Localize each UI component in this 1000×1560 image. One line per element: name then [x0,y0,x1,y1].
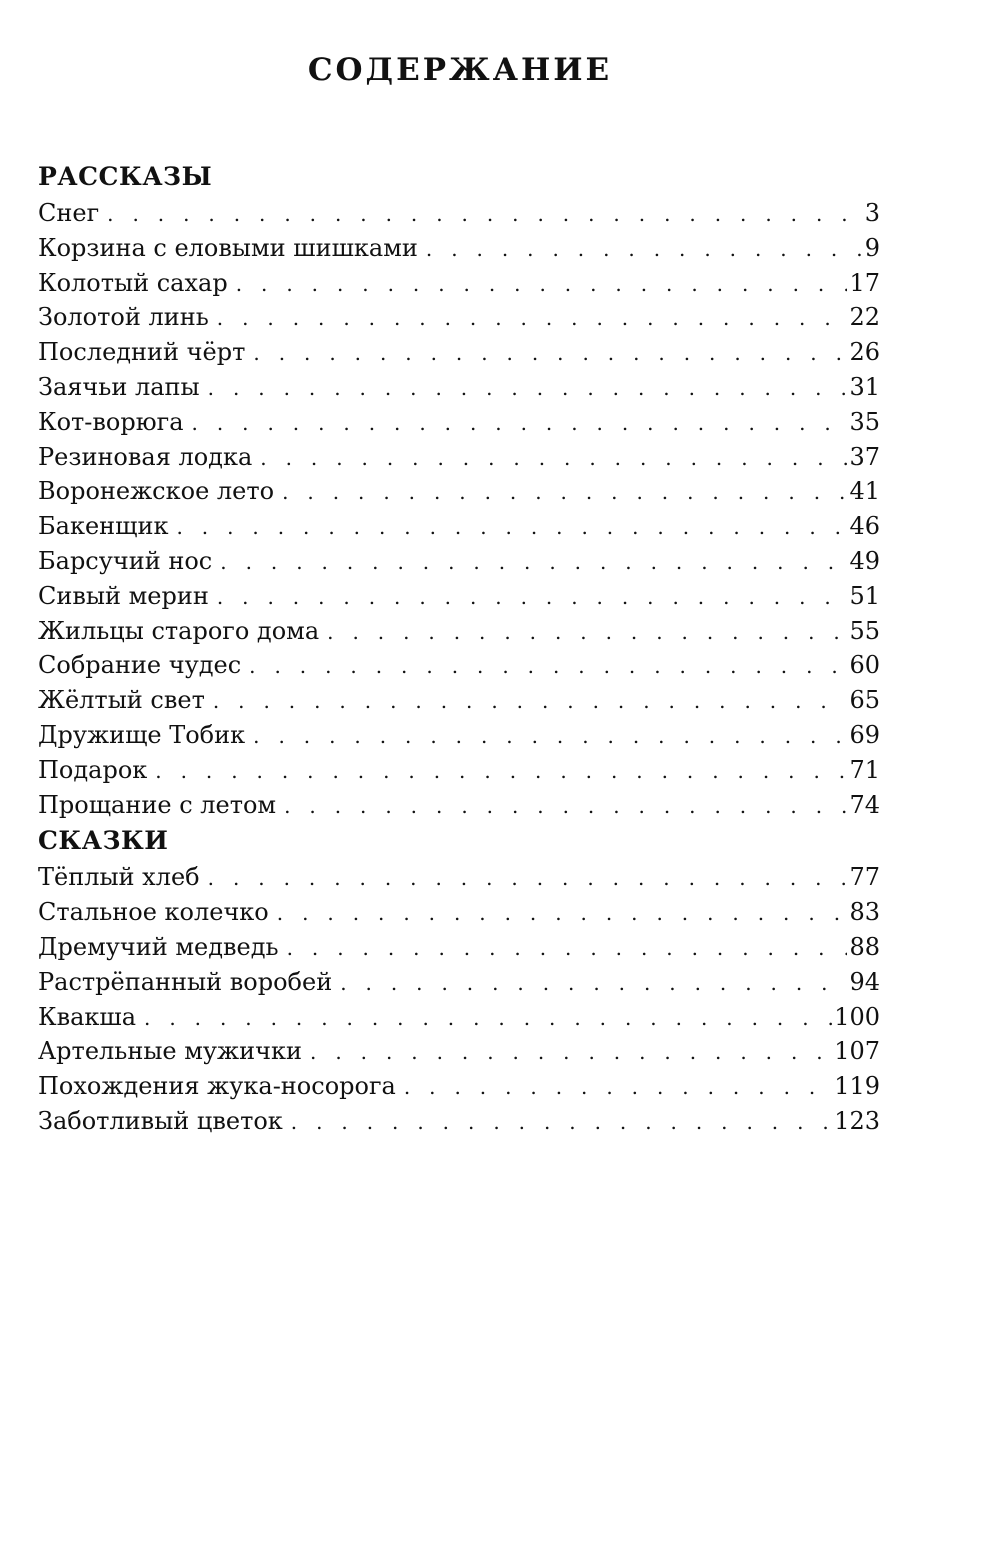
toc-entry-title: Воронежское лето [38,477,275,506]
dot-leader [107,197,863,232]
toc-entry-page: 83 [849,898,880,927]
toc-entry-title: Дремучий медведь [38,932,279,961]
toc-entry-title: Жёлтый свет [38,686,205,715]
toc-entry-title: Прощание с летом [38,790,277,819]
toc-entry-page: 9 [864,233,880,262]
toc-entry-title: Корзина с еловыми шишками [38,233,418,262]
dot-leader [287,931,848,966]
dot-leader [282,475,847,510]
toc-entry-page: 69 [849,720,880,749]
toc-entry [38,614,880,649]
dot-leader [220,545,847,580]
toc-entry-page: 94 [849,967,880,996]
toc-entry-title: Сивый мерин [38,581,209,610]
section-heading: РАССКАЗЫ [38,162,213,191]
toc-entry [38,474,880,509]
dot-leader [340,966,847,1001]
toc-entry [38,196,880,231]
toc-entry-title: Последний чёрт [38,338,246,367]
dot-leader [253,719,847,754]
toc-entry-title: Тёплый хлеб [38,863,200,892]
dot-leader [253,336,847,371]
dot-leader [310,1035,832,1070]
toc-entry-page: 31 [849,372,880,401]
toc-entry-title: Кот-ворюга [38,407,184,436]
table-of-contents [38,158,880,1139]
toc-entry-page: 71 [849,755,880,784]
toc-entry-page: 22 [849,303,880,332]
toc-entry-title: Похождения жука-носорога [38,1072,396,1101]
toc-entry-title: Снег [38,199,100,227]
toc-entry [38,300,880,335]
dot-leader [284,789,847,824]
toc-entry-page: 119 [834,1072,880,1101]
dot-leader [144,1001,832,1036]
toc-entry [38,370,880,405]
toc-entry-page: 60 [849,651,880,680]
toc-entry [38,1104,880,1139]
toc-entry-page: 51 [849,581,880,610]
toc-entry-page: 123 [834,1106,880,1135]
toc-entry-title: Резиновая лодка [38,442,253,471]
toc-entry [38,1000,880,1035]
toc-entry-title: Собрание чудес [38,651,242,680]
toc-entry-page: 26 [849,338,880,367]
toc-entry [38,1034,880,1069]
toc-entry-page: 37 [849,442,880,471]
dot-leader [208,861,848,896]
toc-entry-page: 65 [849,686,880,715]
dot-leader [192,406,848,441]
dot-leader [291,1105,832,1140]
dot-leader [260,441,847,476]
dot-leader [208,371,848,406]
toc-entry-page: 17 [849,268,880,297]
toc-entry-page: 46 [849,512,880,541]
toc-entry [38,718,880,753]
toc-entry [38,544,880,579]
toc-entry [38,440,880,475]
dot-leader [217,580,848,615]
dot-leader [426,232,863,267]
toc-entry-page: 3 [864,199,880,227]
toc-entry-title: Золотой линь [38,303,209,332]
dot-leader [176,510,847,545]
toc-entry-page: 74 [849,790,880,819]
toc-entry [38,335,880,370]
section-heading: СКАЗКИ [38,826,169,856]
toc-entry-title: Бакенщик [38,512,169,541]
toc-entry [38,405,880,440]
toc-entry [38,860,880,895]
page-title: СОДЕРЖАНИЕ [307,52,613,88]
dot-leader [155,754,847,789]
toc-entry [38,648,880,683]
toc-entry-title: Жильцы старого дома [38,616,320,645]
toc-entry [38,683,880,718]
toc-entry-title: Артельные мужички [38,1037,302,1066]
toc-entry [38,788,880,823]
toc-entry-page: 100 [834,1002,880,1031]
toc-entry-title: Стальное колечко [38,898,269,927]
dot-leader [249,649,847,684]
dot-leader [213,684,848,719]
toc-entry [38,753,880,788]
toc-entry-page: 77 [849,863,880,892]
toc-entry [38,266,880,301]
dot-leader [327,615,847,650]
toc-entry-page: 41 [849,477,880,506]
toc-entry-title: Дружище Тобик [38,720,246,749]
toc-entry [38,895,880,930]
dot-leader [404,1070,832,1105]
toc-entry-page: 35 [849,407,880,436]
toc-entry-page: 49 [849,546,880,575]
toc-entry [38,1069,880,1104]
toc-entry-title: Барсучий нос [38,546,213,575]
toc-entry [38,509,880,544]
toc-entry-title: Заботливый цветок [38,1106,283,1135]
toc-entry [38,965,880,1000]
toc-entry-title: Заячьи лапы [38,372,200,401]
toc-entry [38,930,880,965]
toc-entry-title: Колотый сахар [38,268,228,297]
dot-leader [236,267,848,302]
dot-leader [217,301,848,336]
toc-entry-title: Растрёпанный воробей [38,967,333,996]
toc-entry [38,579,880,614]
toc-entry-title: Подарок [38,755,148,784]
toc-entry-page: 55 [849,616,880,645]
toc-entry-title: Квакша [38,1002,137,1031]
dot-leader [277,896,848,931]
toc-entry-page: 107 [834,1037,880,1066]
toc-entry [38,231,880,266]
toc-entry-page: 88 [849,932,880,961]
